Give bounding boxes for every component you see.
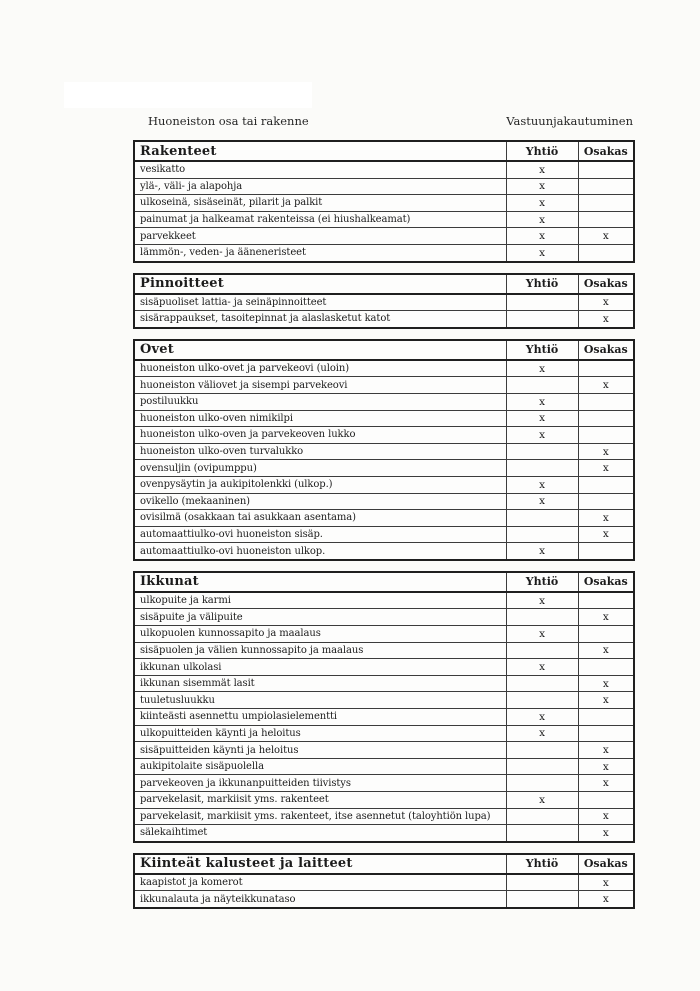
table-row (134, 161, 634, 178)
responsibility-tables (133, 140, 633, 919)
table-row (134, 709, 634, 726)
responsibility-table (133, 571, 635, 843)
row-label: huoneiston ulko-oven turvalukko (134, 443, 506, 460)
row-label: parvekelasit, markiisit yms. rakenteet (134, 792, 506, 809)
row-label: tuuletusluukku (134, 692, 506, 709)
table-row (134, 808, 634, 825)
column-header-osakas: Osakas (578, 141, 634, 161)
osakas-mark: x (578, 510, 634, 527)
yhtio-mark: x (506, 410, 578, 427)
osakas-mark: x (578, 228, 634, 245)
osakas-mark: x (578, 692, 634, 709)
yhtio-mark (506, 742, 578, 759)
row-label: vesikatto (134, 161, 506, 178)
table-row (134, 775, 634, 792)
column-header-osakas: Osakas (578, 854, 634, 874)
row-label: sisäpuoliset lattia- ja seinäpinnoitteet (134, 294, 506, 311)
osakas-mark (578, 592, 634, 609)
column-header-osakas: Osakas (578, 572, 634, 592)
osakas-mark (578, 360, 634, 377)
table-row (134, 195, 634, 212)
row-label: aukipitolaite sisäpuolella (134, 758, 506, 775)
table-row (134, 294, 634, 311)
osakas-mark: x (578, 443, 634, 460)
row-label: ulkopuolen kunnossapito ja maalaus (134, 626, 506, 643)
yhtio-mark (506, 874, 578, 891)
yhtio-mark: x (506, 709, 578, 726)
osakas-mark (578, 393, 634, 410)
table-row (134, 758, 634, 775)
table-row (134, 675, 634, 692)
yhtio-mark (506, 891, 578, 908)
table-row (134, 443, 634, 460)
yhtio-mark: x (506, 178, 578, 195)
row-label: huoneiston ulko-oven nimikilpi (134, 410, 506, 427)
table-row (134, 410, 634, 427)
yhtio-mark (506, 692, 578, 709)
table-row (134, 427, 634, 444)
yhtio-mark (506, 825, 578, 842)
row-label: automaattiulko-ovi huoneiston sisäp. (134, 526, 506, 543)
yhtio-mark: x (506, 659, 578, 676)
yhtio-mark (506, 526, 578, 543)
yhtio-mark (506, 443, 578, 460)
osakas-mark (578, 709, 634, 726)
row-label: huoneiston ulko-oven ja parvekeoven lukko (134, 427, 506, 444)
row-label: ulkopuitteiden käynti ja heloitus (134, 725, 506, 742)
row-label: sisäpuite ja välipuite (134, 609, 506, 626)
osakas-mark: x (578, 758, 634, 775)
table-row (134, 592, 634, 609)
responsibility-table (133, 140, 635, 263)
column-header-yhtio: Yhtiö (506, 274, 578, 294)
yhtio-mark: x (506, 195, 578, 212)
table-row (134, 891, 634, 908)
row-label: painumat ja halkeamat rakenteissa (ei hiushalkeamat) (134, 211, 506, 228)
osakas-mark: x (578, 675, 634, 692)
responsibility-table (133, 273, 635, 329)
responsibility-table (133, 339, 635, 561)
table-row (134, 543, 634, 560)
table-row (134, 377, 634, 394)
osakas-mark: x (578, 377, 634, 394)
column-header-yhtio: Yhtiö (506, 854, 578, 874)
column-header-yhtio: Yhtiö (506, 572, 578, 592)
table-row (134, 311, 634, 328)
yhtio-mark: x (506, 161, 578, 178)
yhtio-mark: x (506, 792, 578, 809)
table-row (134, 692, 634, 709)
osakas-mark: x (578, 460, 634, 477)
yhtio-mark (506, 675, 578, 692)
osakas-mark: x (578, 294, 634, 311)
yhtio-mark: x (506, 592, 578, 609)
row-label: sisärappaukset, tasoitepinnat ja alaslasketut katot (134, 311, 506, 328)
table-row (134, 510, 634, 527)
osakas-mark (578, 211, 634, 228)
table-row (134, 228, 634, 245)
table-row (134, 526, 634, 543)
row-label: ovikello (mekaaninen) (134, 493, 506, 510)
yhtio-mark (506, 460, 578, 477)
yhtio-mark: x (506, 725, 578, 742)
row-label: parvekkeet (134, 228, 506, 245)
osakas-mark: x (578, 808, 634, 825)
osakas-mark (578, 476, 634, 493)
table-row (134, 825, 634, 842)
osakas-mark (578, 792, 634, 809)
row-label: parvekeoven ja ikkunanpuitteiden tiivistys (134, 775, 506, 792)
section-title: Ikkunat (134, 572, 506, 592)
row-label: ulkopuite ja karmi (134, 592, 506, 609)
yhtio-mark (506, 311, 578, 328)
table-row (134, 493, 634, 510)
yhtio-mark: x (506, 360, 578, 377)
yhtio-mark: x (506, 626, 578, 643)
row-label: ovisilmä (osakkaan tai asukkaan asentama) (134, 510, 506, 527)
osakas-mark (578, 725, 634, 742)
table-row (134, 725, 634, 742)
yhtio-mark: x (506, 211, 578, 228)
yhtio-mark: x (506, 393, 578, 410)
osakas-mark (578, 626, 634, 643)
table-row (134, 874, 634, 891)
osakas-mark (578, 161, 634, 178)
osakas-mark: x (578, 891, 634, 908)
table-row (134, 211, 634, 228)
table-row (134, 626, 634, 643)
section-title: Kiinteät kalusteet ja laitteet (134, 854, 506, 874)
row-label: huoneiston ulko-ovet ja parvekeovi (uloin) (134, 360, 506, 377)
row-label: sälekaihtimet (134, 825, 506, 842)
osakas-mark (578, 178, 634, 195)
yhtio-mark (506, 808, 578, 825)
row-label: sisäpuitteiden käynti ja heloitus (134, 742, 506, 759)
column-header-osakas: Osakas (578, 340, 634, 360)
column-header-osakas: Osakas (578, 274, 634, 294)
osakas-mark: x (578, 742, 634, 759)
osakas-mark (578, 195, 634, 212)
table-row (134, 476, 634, 493)
responsibility-table (133, 853, 635, 909)
table-header-row (134, 274, 634, 294)
row-label: parvekelasit, markiisit yms. rakenteet, itse asennetut (taloyhtiön lupa) (134, 808, 506, 825)
osakas-mark (578, 659, 634, 676)
section-title: Ovet (134, 340, 506, 360)
yhtio-mark (506, 294, 578, 311)
yhtio-mark: x (506, 543, 578, 560)
table-row (134, 244, 634, 261)
section-title: Pinnoitteet (134, 274, 506, 294)
yhtio-mark: x (506, 476, 578, 493)
yhtio-mark (506, 758, 578, 775)
osakas-mark: x (578, 311, 634, 328)
osakas-mark (578, 427, 634, 444)
table-row (134, 178, 634, 195)
yhtio-mark (506, 642, 578, 659)
yhtio-mark (506, 377, 578, 394)
yhtio-mark: x (506, 493, 578, 510)
row-label: kiinteästi asennettu umpiolasielementti (134, 709, 506, 726)
osakas-mark: x (578, 609, 634, 626)
row-label: ovensuljin (ovipumppu) (134, 460, 506, 477)
osakas-mark (578, 543, 634, 560)
table-row (134, 393, 634, 410)
column-header-yhtio: Yhtiö (506, 340, 578, 360)
table-row (134, 642, 634, 659)
table-row (134, 792, 634, 809)
osakas-mark (578, 244, 634, 261)
row-label: ikkunalauta ja näyteikkunataso (134, 891, 506, 908)
osakas-mark: x (578, 642, 634, 659)
osakas-mark (578, 410, 634, 427)
row-label: automaattiulko-ovi huoneiston ulkop. (134, 543, 506, 560)
yhtio-mark: x (506, 228, 578, 245)
caption-huoneiston-osa: Huoneiston osa tai rakenne (148, 114, 309, 128)
table-row (134, 360, 634, 377)
table-row (134, 460, 634, 477)
row-label: kaapistot ja komerot (134, 874, 506, 891)
table-header-row (134, 141, 634, 161)
table-header-row (134, 340, 634, 360)
yhtio-mark (506, 609, 578, 626)
section-title: Rakenteet (134, 141, 506, 161)
row-label: ylä-, väli- ja alapohja (134, 178, 506, 195)
yhtio-mark (506, 775, 578, 792)
row-label: sisäpuolen ja välien kunnossapito ja maalaus (134, 642, 506, 659)
column-header-yhtio: Yhtiö (506, 141, 578, 161)
row-label: lämmön-, veden- ja ääneneristeet (134, 244, 506, 261)
osakas-mark: x (578, 775, 634, 792)
osakas-mark: x (578, 825, 634, 842)
row-label: huoneiston väliovet ja sisempi parvekeovi (134, 377, 506, 394)
table-row (134, 742, 634, 759)
table-header-row (134, 572, 634, 592)
caption-vastuunjakautuminen: Vastuunjakautuminen (506, 114, 633, 128)
osakas-mark (578, 493, 634, 510)
osakas-mark: x (578, 874, 634, 891)
row-label: postiluukku (134, 393, 506, 410)
yhtio-mark: x (506, 427, 578, 444)
yhtio-mark (506, 510, 578, 527)
row-label: ulkoseinä, sisäseinät, pilarit ja palkit (134, 195, 506, 212)
table-row (134, 609, 634, 626)
osakas-mark: x (578, 526, 634, 543)
blank-logo-area (64, 82, 312, 108)
yhtio-mark: x (506, 244, 578, 261)
table-header-row (134, 854, 634, 874)
row-label: ovenpysäytin ja aukipitolenkki (ulkop.) (134, 476, 506, 493)
row-label: ikkunan sisemmät lasit (134, 675, 506, 692)
table-row (134, 659, 634, 676)
row-label: ikkunan ulkolasi (134, 659, 506, 676)
